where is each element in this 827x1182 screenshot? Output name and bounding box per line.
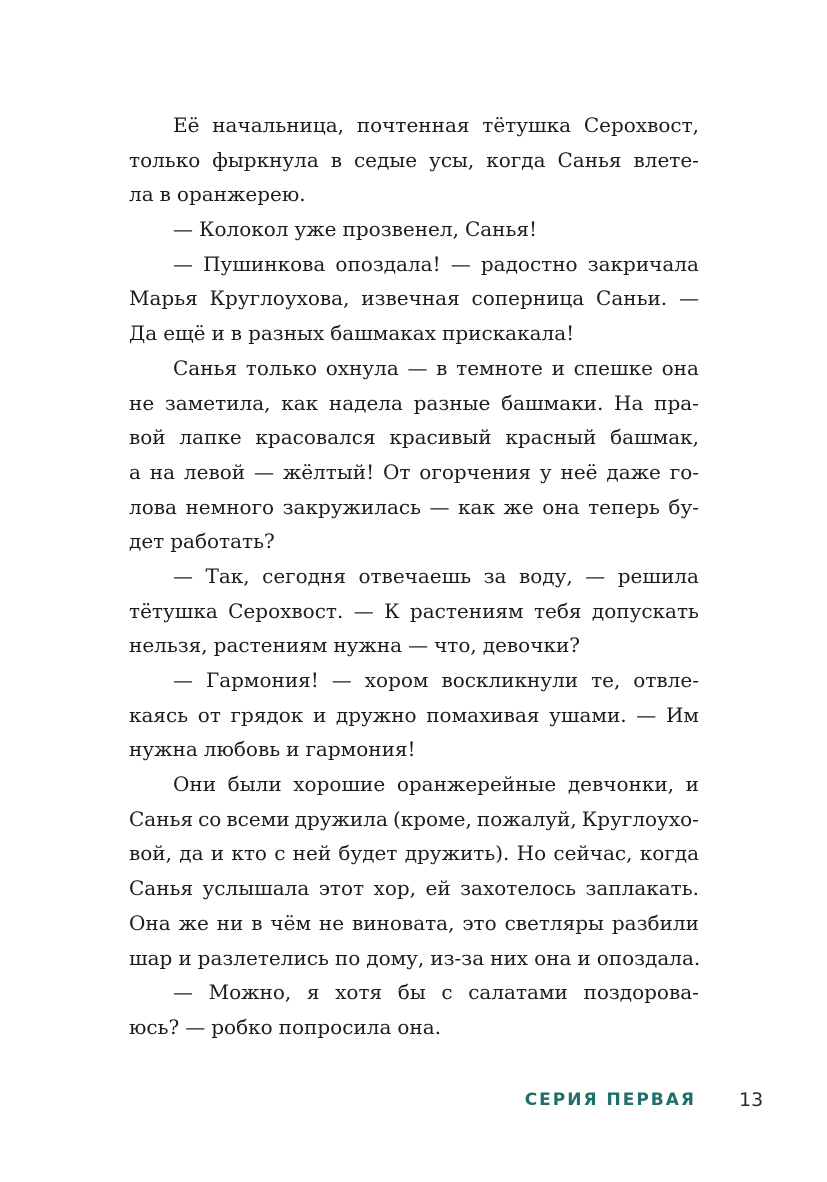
page-number: 13 (739, 1089, 764, 1111)
text-line: дет работать? (129, 529, 275, 554)
text-line: не заметила, как надела разные башмаки. На пра- (129, 390, 699, 415)
text-line: а на левой — жёлтый! От огорчения у неё даже го- (129, 459, 699, 484)
text-line: шар и разлетелись по дому, из-за них она и опоздала. (129, 945, 701, 970)
page-footer (0, 1082, 827, 1118)
text-line: Санья только охнула — в темноте и спешке она (173, 355, 699, 380)
text-line: нельзя, растениям нужна — что, девочки? (129, 633, 580, 658)
text-line: Марья Круглоухова, извечная соперница Саньи. — (129, 286, 699, 311)
text-line: Она же ни в чём не виновата, это светляры разбили (129, 910, 699, 935)
text-line: вой лапке красовался красивый красный башмак, (129, 425, 699, 450)
body-text (129, 108, 699, 1045)
text-line: каясь от грядок и дружно помахивая ушами. — Им (129, 702, 699, 727)
text-line: вой, да и кто с ней будет дружить). Но сейчас, когда (129, 841, 699, 866)
text-line: тётушка Серохвост. — К растениям тебя допускать (129, 598, 699, 623)
text-line: — Так, сегодня отвечаешь за воду, — решила (173, 563, 699, 588)
text-line: нужна любовь и гармония! (129, 737, 416, 762)
text-line: Они были хорошие оранжерейные девчонки, и (173, 772, 699, 797)
text-line: только фыркнула в седые усы, когда Санья влете- (129, 147, 699, 172)
text-line: лова немного закружилась — как же она теперь бу- (129, 494, 699, 519)
text-line: — Гармония! — хором воскликнули те, отвле- (173, 668, 699, 692)
text-line: Санья услышала этот хор, ей захотелось заплакать. (129, 876, 699, 901)
text-line: — Пушинкова опоздала! — радостно закричала (173, 251, 699, 276)
series-title: СЕРИЯ ПЕРВАЯ (524, 1090, 696, 1110)
text-line: Да ещё и в разных башмаках прискакала! (129, 321, 575, 346)
text-line: Её начальница, почтенная тётушка Серохвост, (173, 113, 699, 137)
text-line: Санья со всеми дружила (кроме, пожалуй, Круглоухо- (129, 806, 699, 831)
text-line: — Можно, я хотя бы с салатами поздорова- (173, 980, 699, 1005)
text-line: юсь? — робко попросила она. (129, 1014, 442, 1039)
text-line: ла в оранжерею. (129, 182, 306, 207)
text-line: — Колокол уже прозвенел, Санья! (173, 217, 538, 242)
